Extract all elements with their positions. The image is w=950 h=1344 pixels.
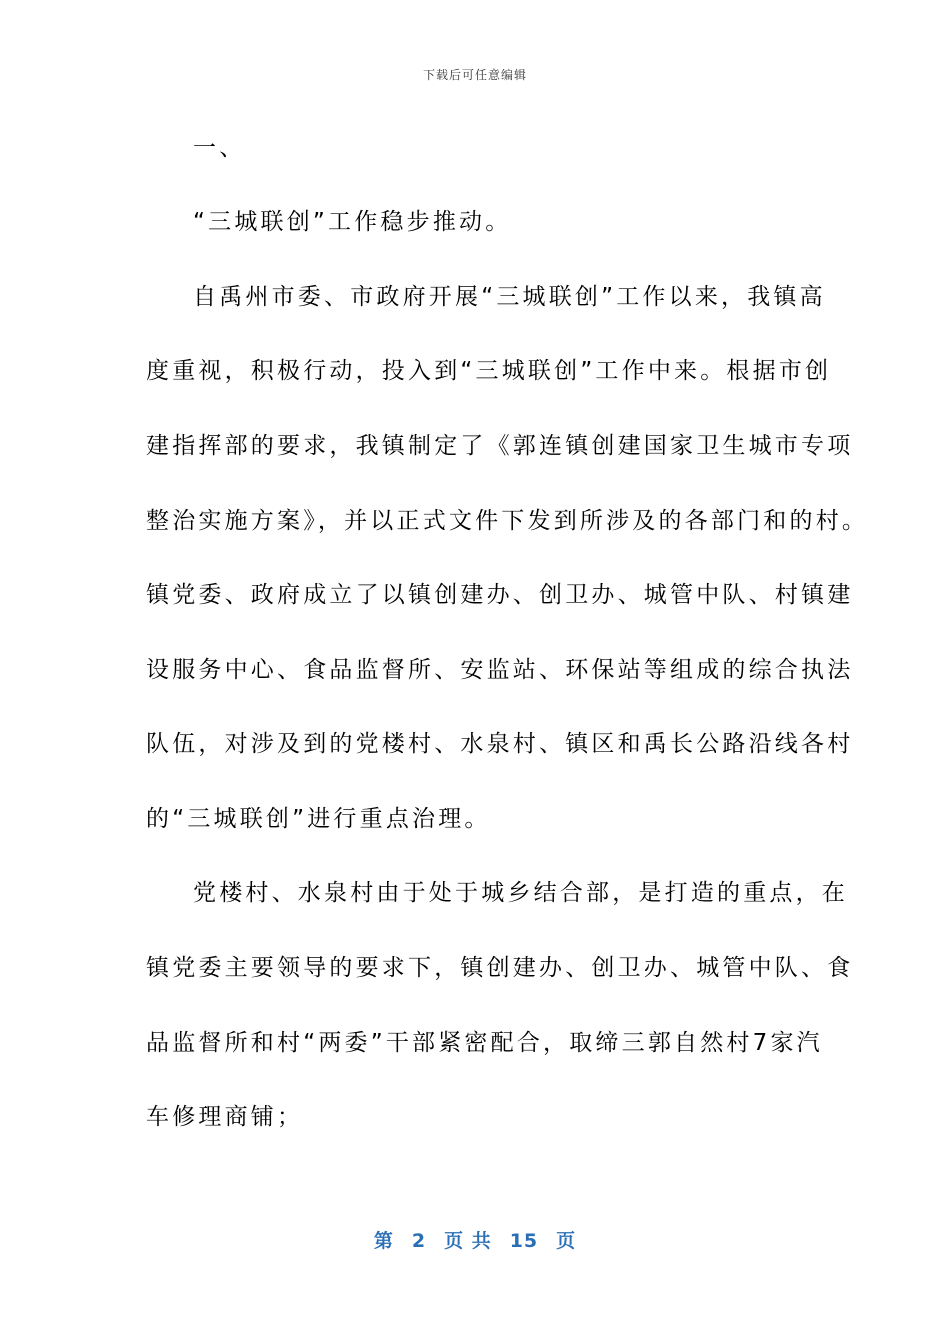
page-header: 下载后可任意编辑 xyxy=(422,68,527,82)
paragraph-line: 整治实施方案》，并以正式文件下发到所涉及的各部门和的村。 xyxy=(146,508,869,534)
paragraph-line: 车修理商铺； xyxy=(146,1104,304,1130)
paragraph-line: 建指挥部的要求，我镇制定了《郭连镇创建国家卫生城市专项 xyxy=(146,433,854,459)
section-number: 一、 xyxy=(193,135,246,161)
paragraph-line: 的“三城联创”进行重点治理。 xyxy=(146,806,491,832)
paragraph-line: 镇党委主要领导的要求下，镇创建办、创卫办、城管中队、食 xyxy=(146,955,854,981)
footer-ye: 页 xyxy=(556,1230,577,1252)
paragraph-line: 队伍，对涉及到的党楼村、水泉村、镇区和禹长公路沿线各村 xyxy=(146,731,854,757)
footer-ye-gong: 页 共 xyxy=(444,1230,492,1252)
footer-di: 第 xyxy=(373,1230,394,1252)
paragraph-line: 度重视，积极行动，投入到“三城联创”工作中来。根据市创 xyxy=(146,358,832,384)
paragraph-line: 党楼村、水泉村由于处于城乡结合部，是打造的重点，在 xyxy=(193,880,848,906)
paragraph-line: 品监督所和村“两委”干部紧密配合，取缔三郭自然村7家汽 xyxy=(146,1030,823,1056)
paragraph-line: 镇党委、政府成立了以镇创建办、创卫办、城管中队、村镇建 xyxy=(146,582,854,608)
page-footer xyxy=(0,1226,950,1253)
footer-page-number: 2 xyxy=(411,1230,427,1252)
footer-total-pages: 15 xyxy=(509,1230,539,1252)
paragraph-line: 自禹州市委、市政府开展“三城联创”工作以来，我镇高 xyxy=(193,284,826,310)
paragraph-line: 设服务中心、食品监督所、安监站、环保站等组成的综合执法 xyxy=(146,657,854,683)
section-heading: “三城联创”工作稳步推动。 xyxy=(193,209,512,235)
